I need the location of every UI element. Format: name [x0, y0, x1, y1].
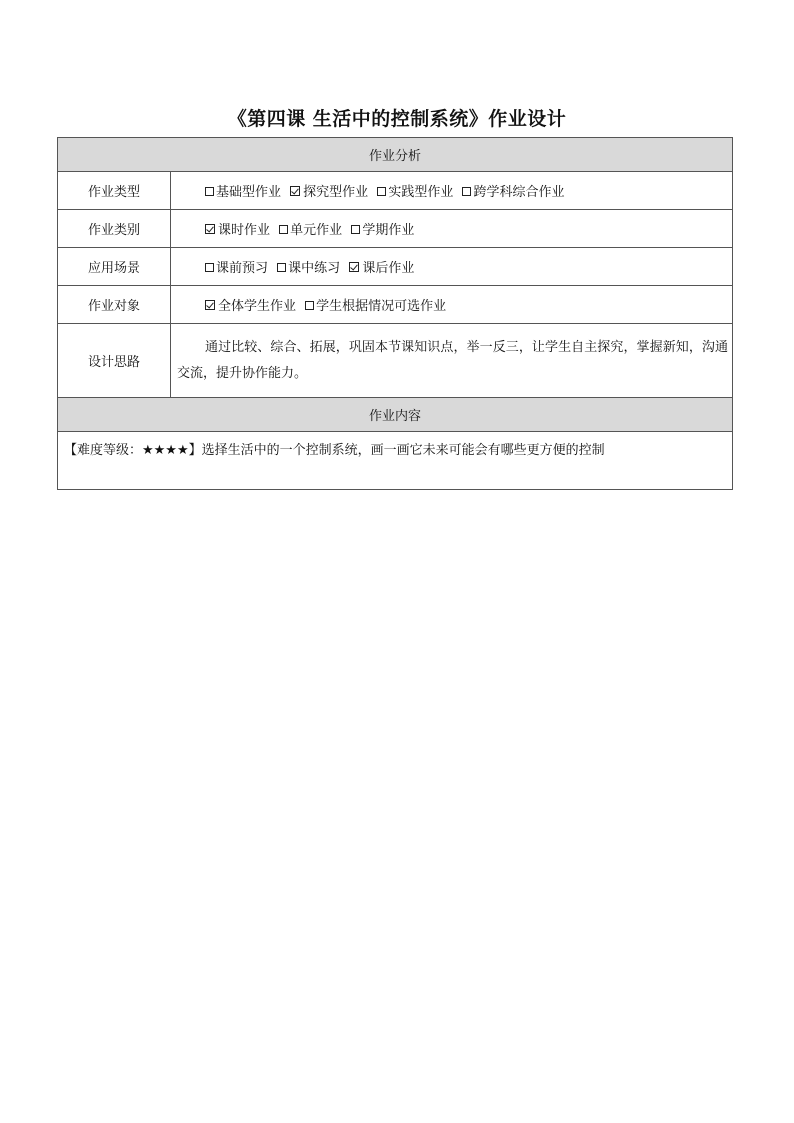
option-item[interactable]: 学生根据情况可选作业: [305, 295, 446, 314]
row-label: 作业类型: [58, 172, 171, 210]
content-header: 作业内容: [58, 398, 733, 432]
option-item[interactable]: 探究型作业: [290, 181, 368, 200]
checkbox-empty-icon: [277, 263, 286, 272]
options-cell: [171, 248, 733, 286]
option-item[interactable]: 全体学生作业: [205, 295, 296, 314]
option-item[interactable]: 课后作业: [349, 257, 414, 276]
row-label: 应用场景: [58, 248, 171, 286]
table-row: [58, 210, 733, 248]
table-row: [58, 286, 733, 324]
row-label: 作业对象: [58, 286, 171, 324]
checkbox-empty-icon: [279, 225, 288, 234]
checkbox-empty-icon: [462, 187, 471, 196]
content-header-row: [58, 398, 733, 432]
checkbox-empty-icon: [351, 225, 360, 234]
options-cell: [171, 286, 733, 324]
checkbox-empty-icon: [205, 263, 214, 272]
homework-table: [57, 137, 733, 490]
option-item[interactable]: 单元作业: [279, 219, 342, 238]
checkbox-checked-icon: [205, 300, 215, 310]
options-cell: [171, 172, 733, 210]
option-item[interactable]: 实践型作业: [377, 181, 453, 200]
table-row: [58, 432, 733, 490]
page-title: 《第四课 生活中的控制系统》作业设计: [227, 108, 567, 130]
options-cell: [171, 210, 733, 248]
difficulty-label: 【难度等级：★★★★】: [64, 443, 202, 458]
checkbox-checked-icon: [290, 186, 300, 196]
table-row: [58, 248, 733, 286]
option-item[interactable]: 学期作业: [351, 219, 414, 238]
table-row: [58, 172, 733, 210]
content-cell: [58, 432, 733, 490]
option-item[interactable]: 课中练习: [277, 257, 340, 276]
option-item[interactable]: 课前预习: [205, 257, 268, 276]
checkbox-checked-icon: [205, 224, 215, 234]
option-item[interactable]: 基础型作业: [205, 181, 281, 200]
table-row: [58, 324, 733, 398]
row-label: 设计思路: [58, 324, 171, 398]
task-text: 选择生活中的一个控制系统，画一画它未来可能会有哪些更方便的控制: [201, 443, 605, 458]
design-text: 通过比较、综合、拓展，巩固本节课知识点，举一反三，让学生自主探究，掌握新知，沟通交流，提升协作能力。: [171, 324, 733, 398]
option-item[interactable]: 跨学科综合作业: [462, 181, 564, 200]
row-label: 作业类别: [58, 210, 171, 248]
analysis-header-row: [58, 138, 733, 172]
checkbox-checked-icon: [349, 262, 359, 272]
option-item[interactable]: 课时作业: [205, 219, 270, 238]
checkbox-empty-icon: [305, 301, 314, 310]
checkbox-empty-icon: [377, 187, 386, 196]
checkbox-empty-icon: [205, 187, 214, 196]
analysis-header: 作业分析: [58, 138, 733, 172]
